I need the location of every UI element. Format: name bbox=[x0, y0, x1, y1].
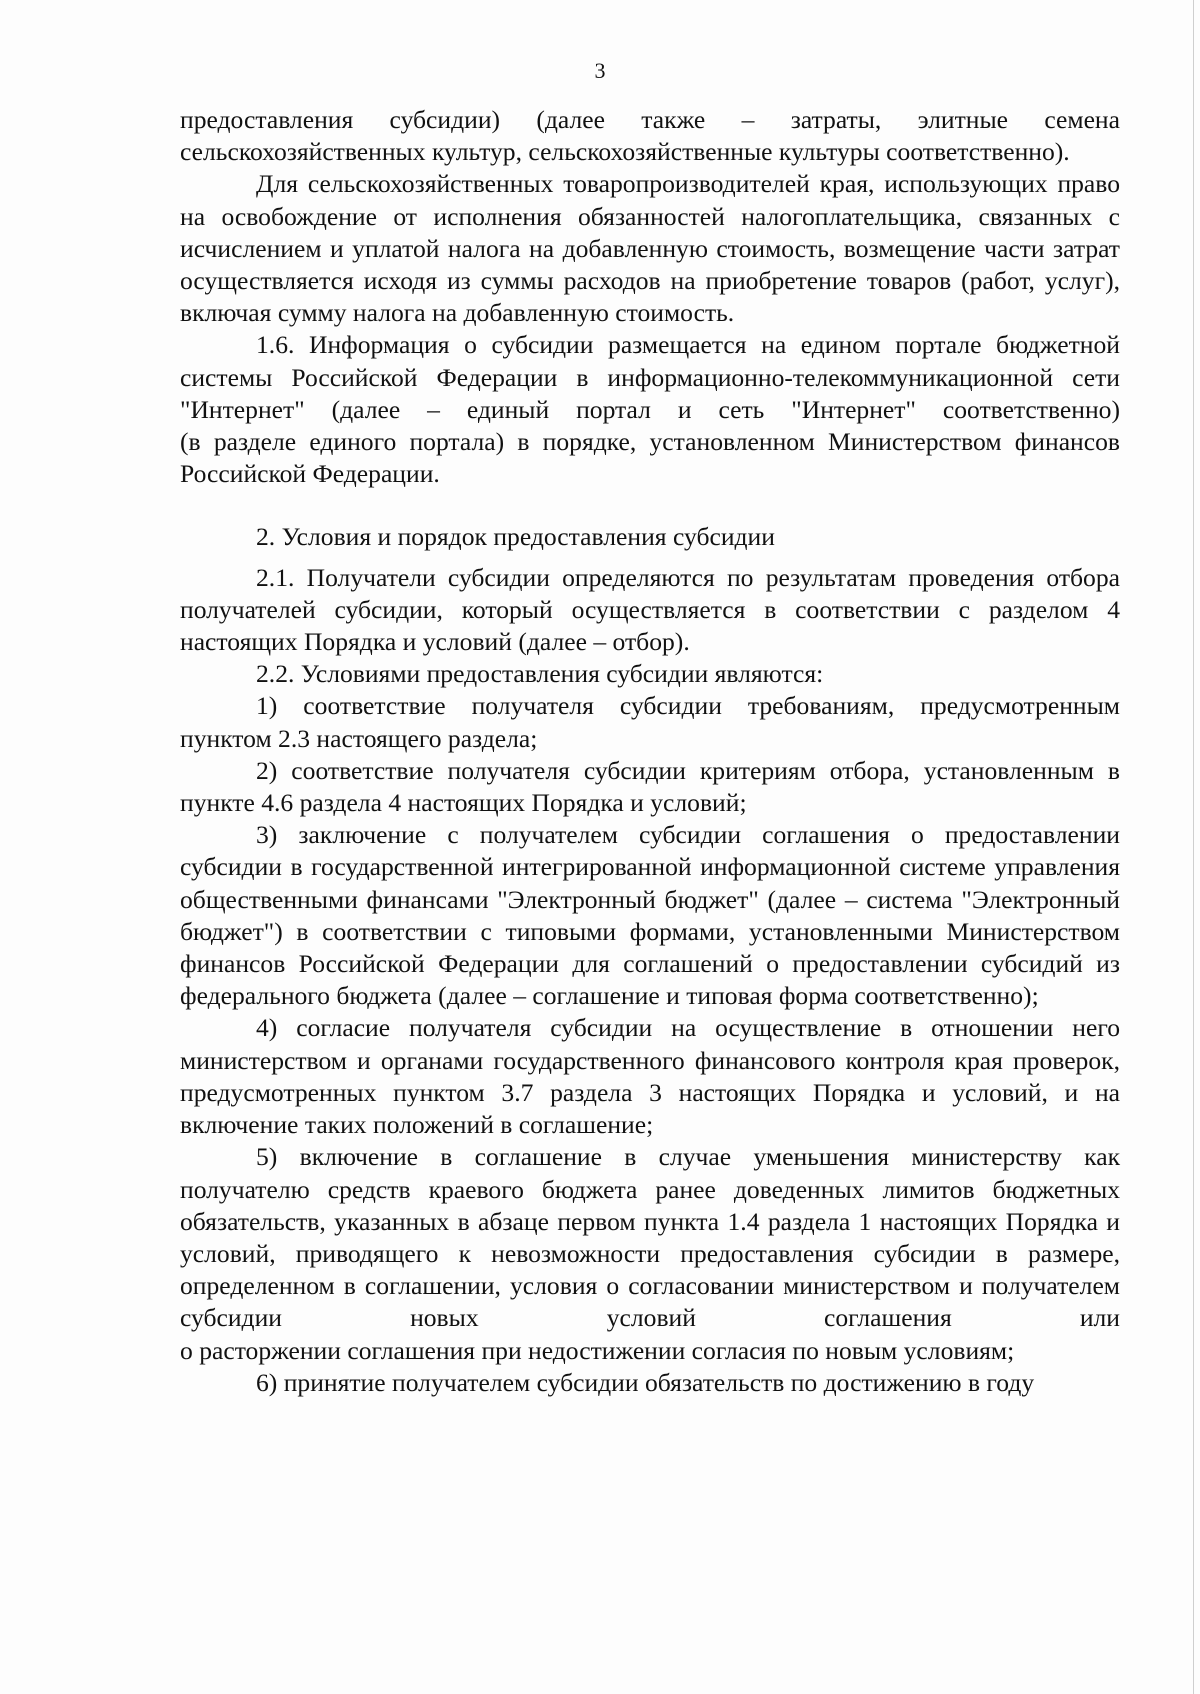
paragraph: о расторжении соглашения при недостижении согласия по новым условиям; bbox=[180, 1335, 1015, 1365]
paragraph: 3) заключение с получателем субсидии соглашения о предоставлении субсидии в государственной интегрированной информационной системе управления общественными финансами "Электронный бюджет" (далее – система "Электронный бюджет") в соответствии с типовыми формами, установленными Министерством финансов Российской Федерации для соглашений о предоставлении субсидий из федерального бюджета (далее – соглашение и типовая форма соответственно); bbox=[180, 820, 1120, 1011]
paragraph: (в разделе единого портала) в порядке, установленном Министерством финансов Российской Федерации. bbox=[180, 427, 1120, 489]
paragraph: 2) соответствие получателя субсидии критериям отбора, установленным в пункте 4.6 раздела 4 настоящих Порядка и условий; bbox=[180, 755, 1120, 818]
paragraph: Для сельскохозяйственных товаропроизводителей края, использующих право на освобождение от исполнения обязанностей налогоплательщика, связанных с исчислением и уплатой налога на добавленную стоимость, возмещение части затрат осуществляется исходя из суммы расходов на приобретение товаров (работ, услуг), включая сумму налога на добавленную стоимость. bbox=[180, 169, 1120, 328]
paragraph: 5) включение в соглашение в случае уменьшения министерству как получателю средств краевого бюджета ранее доведенных лимитов бюджетных обязательств, указанных в абзаце первом пункта 1.4 раздела 1 настоящих Порядка и условий, приводящего к невозможности предоставления субсидии в размере, определенном в соглашении, условия о согласовании министерством и получателем субсидии новых условий соглашения или bbox=[180, 1142, 1120, 1333]
paragraph: 2.1. Получатели субсидии определяются по результатам проведения отбора получателей субсидии, который осуществляется в соответствии с разделом 4 настоящих Порядка и условий (далее – отбор). bbox=[180, 562, 1120, 657]
paragraph: предоставления субсидии) (далее также – затраты, элитные семена сельскохозяйственных культур, сельскохозяйственные культуры соответственно). bbox=[180, 105, 1120, 167]
scan-edge-line bbox=[1193, 0, 1194, 1694]
paragraph: 2.2. Условиями предоставления субсидии являются: bbox=[256, 659, 824, 689]
section-heading: 2. Условия и порядок предоставления субсидии bbox=[256, 522, 775, 552]
paragraph: 4) согласие получателя субсидии на осуществление в отношении него министерством и органами государственного финансового контроля края проверок, предусмотренных пунктом 3.7 раздела 3 настоящих Порядка и условий, и на включение таких положений в соглашение; bbox=[180, 1013, 1120, 1140]
paragraph: 1) соответствие получателя субсидии требованиям, предусмотренным пунктом 2.3 настоящего раздела; bbox=[180, 691, 1120, 753]
document-body bbox=[180, 104, 1120, 1399]
paragraph: 6) принятие получателем субсидии обязательств по достижению в году bbox=[256, 1367, 1035, 1397]
paragraph: 1.6. Информация о субсидии размещается на едином портале бюджетной системы Российской Федерации в информационно-телекоммуникационной сети "Интернет" (далее – единый портал и сеть "Интернет" соответственно) bbox=[180, 330, 1120, 424]
page-number: 3 bbox=[594, 58, 606, 83]
